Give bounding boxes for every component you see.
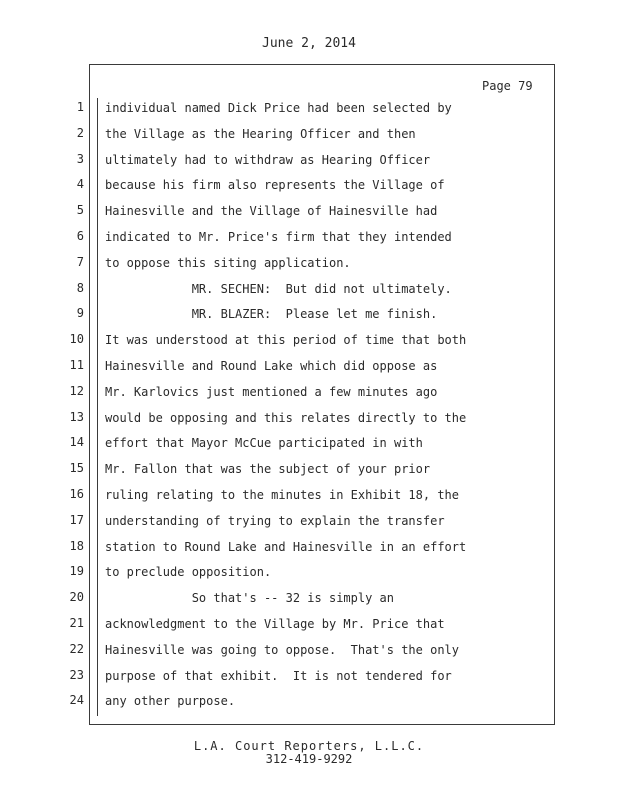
transcript-line: MR. SECHEN: But did not ultimately. xyxy=(105,282,452,296)
transcript-line: It was understood at this period of time that both xyxy=(105,333,467,347)
transcript-line: So that's -- 32 is simply an xyxy=(105,591,394,605)
line-number: 2 xyxy=(76,126,84,140)
transcript-line: any other purpose. xyxy=(105,694,236,708)
line-number: 20 xyxy=(69,590,84,604)
line-number: 9 xyxy=(76,306,84,320)
line-number: 18 xyxy=(69,539,84,553)
transcript-line: MR. BLAZER: Please let me finish. xyxy=(105,307,438,321)
transcript-line: acknowledgment to the Village by Mr. Price that xyxy=(105,617,445,631)
line-number: 21 xyxy=(69,616,84,630)
page-number: Page 79 xyxy=(482,79,533,93)
line-number: 16 xyxy=(69,487,84,501)
line-number: 17 xyxy=(69,513,84,527)
transcript-line: Hainesville was going to oppose. That's the only xyxy=(105,643,460,657)
transcript-line: to oppose this siting application. xyxy=(105,256,351,270)
line-number: 22 xyxy=(69,642,84,656)
transcript-line: would be opposing and this relates directly to the xyxy=(105,411,467,425)
transcript-line: station to Round Lake and Hainesville in an effort xyxy=(105,540,467,554)
transcript-line: Hainesville and Round Lake which did oppose as xyxy=(105,359,438,373)
line-number: 4 xyxy=(76,177,84,191)
line-number: 6 xyxy=(76,229,84,243)
line-number: 7 xyxy=(76,255,84,269)
transcript-line: individual named Dick Price had been selected by xyxy=(105,101,452,115)
line-number: 10 xyxy=(69,332,84,346)
transcript-line: ruling relating to the minutes in Exhibit 18, the xyxy=(105,488,460,502)
line-number: 24 xyxy=(69,693,84,707)
line-number: 3 xyxy=(76,152,84,166)
line-number: 11 xyxy=(69,358,84,372)
transcript-line: Hainesville and the Village of Hainesville had xyxy=(105,204,438,218)
transcript-line: understanding of trying to explain the transfer xyxy=(105,514,445,528)
margin-rule xyxy=(97,98,98,716)
transcript-line: indicated to Mr. Price's firm that they intended xyxy=(105,230,452,244)
line-number: 1 xyxy=(76,100,84,114)
transcript-line: ultimately had to withdraw as Hearing Officer xyxy=(105,153,431,167)
line-number: 23 xyxy=(69,668,84,682)
transcript-line: Mr. Fallon that was the subject of your prior xyxy=(105,462,431,476)
transcript-line: effort that Mayor McCue participated in with xyxy=(105,436,423,450)
transcript-line: Mr. Karlovics just mentioned a few minutes ago xyxy=(105,385,438,399)
transcript-line: because his firm also represents the Village of xyxy=(105,178,445,192)
transcript-line: purpose of that exhibit. It is not tendered for xyxy=(105,669,452,683)
transcript-line: the Village as the Hearing Officer and then xyxy=(105,127,416,141)
line-number: 14 xyxy=(69,435,84,449)
footer-company: L.A. Court Reporters, L.L.C. xyxy=(193,739,425,753)
line-number: 8 xyxy=(76,281,84,295)
line-number: 5 xyxy=(76,203,84,217)
line-number: 19 xyxy=(69,564,84,578)
transcript-date: June 2, 2014 xyxy=(262,36,356,51)
line-number: 13 xyxy=(69,410,84,424)
transcript-line: to preclude opposition. xyxy=(105,565,272,579)
line-number: 15 xyxy=(69,461,84,475)
footer-phone: 312-419-9292 xyxy=(265,752,353,766)
line-number: 12 xyxy=(69,384,84,398)
